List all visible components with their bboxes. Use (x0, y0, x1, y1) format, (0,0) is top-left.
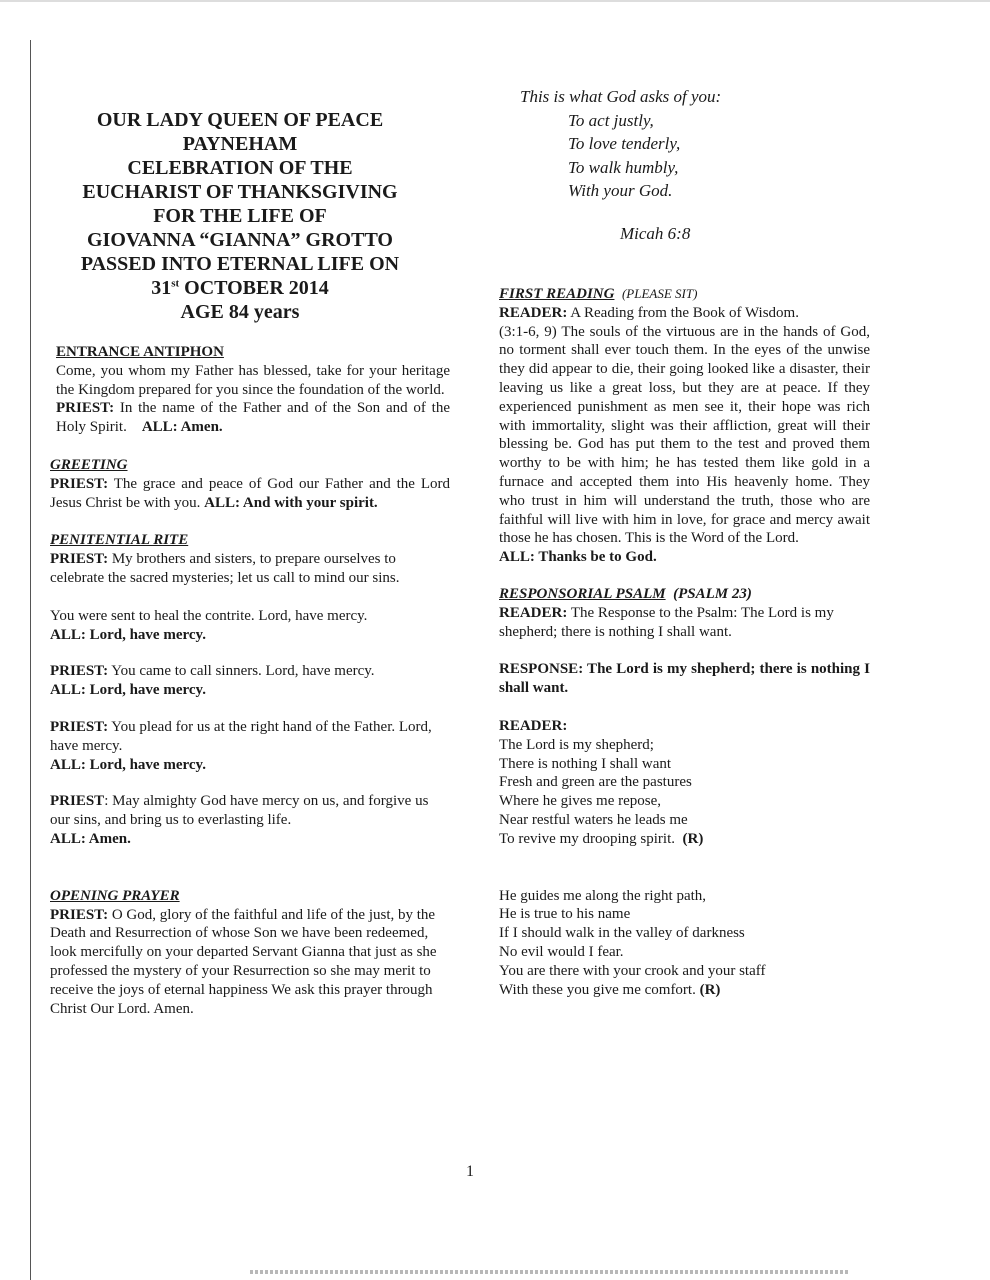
quote-line: To act justly, (568, 110, 654, 130)
first-reading-response: ALL: Thanks be to God. (499, 549, 657, 566)
opening-heading: OPENING PRAYER (50, 887, 180, 904)
title-age: AGE 84 years (180, 301, 300, 323)
title-line: CELEBRATION OF THE (127, 157, 353, 179)
psalm-verse-2 (499, 887, 870, 1000)
verse-line: Where he gives me repose, (499, 793, 662, 810)
all-response: ALL: And with your spirit. (204, 494, 378, 511)
priest-label: PRIEST (50, 793, 105, 810)
priest-label: PRIEST: (50, 551, 109, 568)
verse-line: Fresh and green are the pastures (499, 774, 692, 791)
priest-label: PRIEST: (50, 718, 109, 735)
invocation-text: : May almighty God have mercy on us, and forgive us our sins, and bring us to everlasting life. (50, 793, 429, 829)
document-title (60, 108, 420, 324)
responsorial-psalm (499, 585, 870, 999)
title-line: GIOVANNA “GIANNA” GROTTO (87, 229, 393, 251)
greeting (46, 456, 450, 512)
verse-line (499, 981, 870, 1000)
title-date (60, 276, 420, 300)
penitential-rite (46, 531, 450, 848)
scan-edge-top (0, 0, 990, 2)
entrance-antiphon (46, 343, 450, 437)
verse-text: To revive my drooping spirit. (499, 830, 676, 847)
response-marker: (R) (682, 830, 704, 847)
priest-text: In the name of the Father and of the Son and of the Holy Spirit. (56, 400, 450, 436)
reader-label: READER: (499, 604, 568, 621)
psalm-reader-label: READER: (499, 717, 568, 734)
verse-line: No evil would I fear. (499, 943, 624, 960)
first-reading (499, 285, 870, 567)
invocation-text: You came to call sinners. Lord, have mercy. (108, 663, 375, 680)
title-line: EUCHARIST OF THANKSGIVING (82, 181, 398, 203)
all-response: ALL: Amen. (141, 419, 223, 436)
reader-label: READER: (499, 304, 568, 321)
date-day: 31 (151, 277, 172, 299)
opening-text (50, 906, 450, 1019)
penitential-priest (50, 550, 450, 588)
psalm-intro (499, 604, 870, 642)
quote-line: With your God. (568, 181, 673, 200)
prayer-text: O God, glory of the faithful and life of the just, by the Death and Resurrection of whose Son we have been redeemed, look mercifully on your departed Servant Gianna that just as she professed the mystery of your Resurrection so she may merit to receive the joys of eternal happiness We ask this prayer through Christ Our Lord. Amen. (50, 906, 437, 1017)
priest-label: PRIEST: (56, 400, 115, 417)
priest-label: PRIEST: (50, 475, 109, 492)
psalm-header (499, 585, 870, 604)
priest-label: PRIEST: (50, 663, 109, 680)
greeting-priest (50, 475, 450, 513)
first-reading-intro (499, 304, 870, 323)
priest-text: The grace and peace of God our Father and the Lord Jesus Christ be with you. (50, 475, 450, 511)
reader-text: A Reading from the Book of Wisdom. (567, 304, 799, 321)
invocation-2 (50, 662, 450, 681)
invocation-text: You plead for us at the right hand of the Father. Lord, have mercy. (50, 718, 432, 754)
priest-text: My brothers and sisters, to prepare ourselves to celebrate the sacred mysteries; let us call to mind our sins. (50, 551, 400, 586)
title-line: FOR THE LIFE OF (153, 205, 327, 227)
first-reading-header (499, 285, 870, 304)
posture-note: (PLEASE SIT) (621, 286, 698, 301)
entrance-text: Come, you whom my Father has blessed, take for your heritage the Kingdom prepared for you since the foundation of the world. (56, 362, 450, 398)
psalm-verse-1 (499, 736, 870, 849)
scan-artifact-bottom (250, 1270, 850, 1274)
verse-line: He is true to his name (499, 906, 631, 923)
invocation-4 (50, 792, 450, 830)
psalm-response: RESPONSE: The Lord is my shepherd; there is nothing I shall want. (499, 661, 870, 697)
entrance-heading: ENTRANCE ANTIPHON (56, 344, 224, 360)
verse-line: If I should walk in the valley of darkness (499, 925, 745, 942)
response-4: ALL: Amen. (50, 830, 131, 847)
title-line: OUR LADY QUEEN OF PEACE (96, 109, 384, 131)
verse-line: He guides me along the right path, (499, 887, 707, 904)
scan-edge-left (30, 40, 31, 1280)
title-line: PASSED INTO ETERNAL LIFE ON (80, 253, 400, 275)
response-marker: (R) (699, 981, 721, 998)
verse-line: There is nothing I shall want (499, 755, 672, 772)
micah-quote (520, 85, 820, 203)
page-number: 1 (466, 1163, 474, 1180)
invocation-1: You were sent to heal the contrite. Lord, have mercy. (50, 607, 368, 624)
response-1: ALL: Lord, have mercy. (50, 626, 206, 643)
reader-text: The Response to the Psalm: The Lord is my shepherd; there is nothing I shall want. (499, 604, 834, 640)
quote-line: To love tenderly, (568, 134, 681, 153)
date-rest: OCTOBER 2014 (179, 277, 329, 299)
priest-label: PRIEST: (50, 906, 109, 923)
opening-prayer (46, 887, 450, 1019)
psalm-note: (PSALM 23) (673, 585, 752, 602)
verse-line: Near restful waters he leads me (499, 811, 688, 828)
first-reading-heading: FIRST READING (499, 286, 615, 302)
verse-text: With these you give me comfort. (499, 981, 696, 998)
response-3: ALL: Lord, have mercy. (50, 756, 206, 773)
quote-line: To walk humbly, (568, 157, 679, 177)
verse-line: The Lord is my shepherd; (499, 736, 654, 753)
response-2: ALL: Lord, have mercy. (50, 682, 206, 699)
date-suffix: st (171, 277, 180, 290)
quote-reference: Micah 6:8 (620, 224, 691, 243)
quote-line: This is what God asks of you: (520, 87, 722, 106)
greeting-heading: GREETING (50, 456, 128, 473)
psalm-heading: RESPONSORIAL PSALM (499, 585, 666, 602)
right-column (499, 285, 870, 999)
entrance-priest (56, 399, 450, 437)
verse-line: You are there with your crook and your staff (499, 962, 766, 979)
invocation-3 (50, 718, 450, 756)
left-column (46, 343, 450, 1018)
penitential-heading: PENITENTIAL RITE (50, 532, 189, 549)
title-line: PAYNEHAM (182, 133, 298, 155)
verse-line (499, 830, 870, 849)
first-reading-text: (3:1-6, 9) The souls of the virtuous are in the hands of God, no torment shall ever touch them. In the eyes of the unwise they did appear to die, their going looked like a disaster, their leaving us like a great loss, but they are at peace. If they experienced punishment as men see it, their hope was rich with immortality, slight was their affliction, great will their blessing be. God has put them to the test and proved them worthy to be with him; he has tested them like gold in a furnace and accepted them into His heavenly home. They who trust in him will understand the truth, those who are faithful will live with him in love, for grace and mercy await those he has chosen. This is the Word of the Lord. (499, 323, 870, 547)
